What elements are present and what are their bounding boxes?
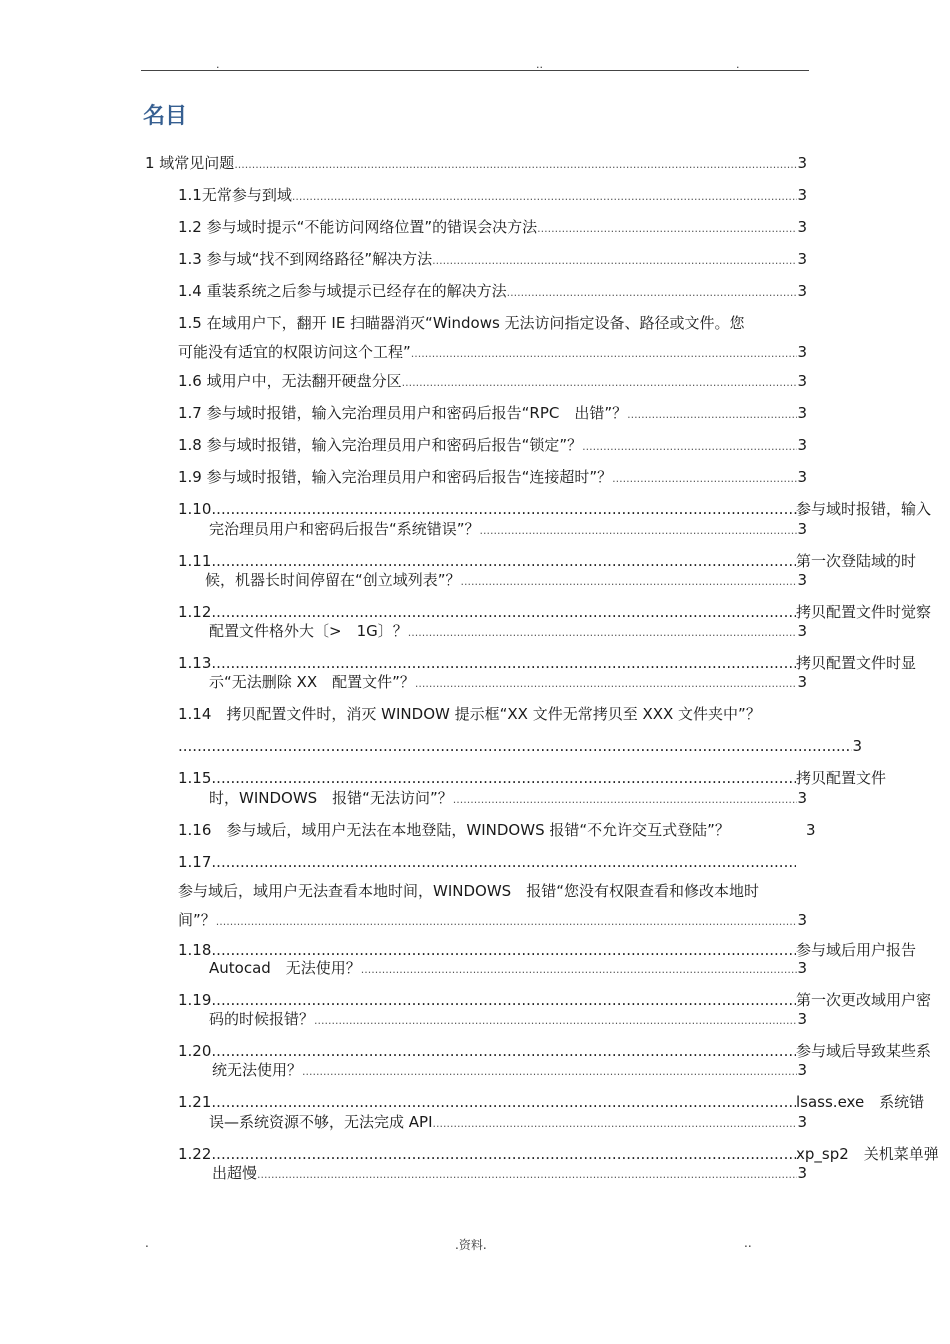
- footer-left: .: [145, 1236, 149, 1250]
- header-rule: [141, 70, 809, 71]
- toc-entry[interactable]: 1.8 参与域时报错，输入完治理员用户和密码后报告“锁定”？ ..... 3: [178, 435, 807, 455]
- toc-entry[interactable]: 完治理员用户和密码后报告“系统错误”？ ..... 3: [209, 519, 807, 539]
- toc-entry-tail: 参与域后用户报告: [796, 941, 917, 959]
- toc-entry-line[interactable]: 参与域后，域用户无法查看本地时间，WINDOWS 报错“您没有权限查看和修改本地时: [178, 882, 759, 900]
- toc-entry[interactable]: 1.1无常参与到域 ..... 3: [178, 185, 807, 205]
- toc-entry-tail: 拷贝配置文件时显: [796, 654, 917, 672]
- toc-entry[interactable]: 示“无法删除 XX 配置文件”？ ..... 3: [209, 672, 807, 692]
- toc-entry-tail: 参与域时报错，输入: [796, 500, 932, 518]
- toc-entry[interactable]: 1.13 .....: [178, 653, 796, 673]
- toc-entry[interactable]: 1.18 .....: [178, 940, 796, 960]
- toc-entry[interactable]: 1.19 .....: [178, 990, 796, 1010]
- toc-entry-line[interactable]: 1.16 参与域后，域用户无法在本地登陆，WINDOWS 报错“不允许交互式登陆”？: [178, 821, 730, 839]
- toc-entry[interactable]: 出超慢 ..... 3: [212, 1163, 807, 1183]
- toc-entry[interactable]: 1.11 .....: [178, 551, 796, 571]
- toc-entry[interactable]: 1.21 .....: [178, 1092, 796, 1112]
- toc-entry[interactable]: ..... 3: [178, 736, 862, 756]
- header-right: .: [736, 58, 740, 71]
- toc-entry-tail: xp_sp2 关机菜单弹: [796, 1145, 939, 1163]
- toc-entry-tail: 拷贝配置文件时觉察: [796, 603, 932, 621]
- toc-entry[interactable]: 1.17 .....: [178, 852, 796, 872]
- toc-entry-tail: 拷贝配置文件: [796, 769, 887, 787]
- toc-entry[interactable]: Autocad 无法使用？ ..... 3: [209, 958, 807, 978]
- toc-entry[interactable]: 配置文件格外大〔> 1G〕？ ..... 3: [209, 621, 807, 641]
- toc-entry[interactable]: 1 域常见问题 ..... 3: [145, 153, 807, 173]
- toc-entry[interactable]: 1.2 参与域时提示“不能访问网络位置”的错误会决方法 ..... 3: [178, 217, 807, 237]
- toc-entry[interactable]: 可能没有适宜的权限访问这个工程” ..... 3: [178, 342, 807, 362]
- toc-entry[interactable]: 时，WINDOWS 报错“无法访问”？ ..... 3: [209, 788, 807, 808]
- toc-entry-line[interactable]: 1.14 拷贝配置文件时，消灭 WINDOW 提示框“XX 文件无常拷贝至 XXX 文件夹中”？: [178, 705, 761, 723]
- toc-entry[interactable]: 1.6 域用户中，无法翻开硬盘分区 ..... 3: [178, 371, 807, 391]
- toc-entry[interactable]: 1.4 重装系统之后参与域提示已经存在的解决方法 ..... 3: [178, 281, 807, 301]
- toc-entry-tail: 第一次更改域用户密: [796, 991, 932, 1009]
- footer-right: ..: [744, 1236, 752, 1250]
- toc-entry[interactable]: 1.3 参与域“找不到网络路径”解决方法 ..... 3: [178, 249, 807, 269]
- toc-entry-line[interactable]: 1.5 在域用户下，翻开 IE 扫瞄器消灭“Windows 无法访问指定设备、路径或文件。您: [178, 314, 745, 332]
- toc-entry[interactable]: 误—系统资源不够，无法完成 API ..... 3: [209, 1112, 807, 1132]
- toc-entry[interactable]: 1.15 .....: [178, 768, 796, 788]
- toc-entry[interactable]: 1.22 .....: [178, 1144, 796, 1164]
- toc-entry[interactable]: 统无法使用？ ..... 3: [212, 1060, 807, 1080]
- toc-entry-tail: 第一次登陆域的时: [796, 552, 917, 570]
- page-title: 名目: [143, 104, 188, 129]
- toc-entry[interactable]: 1.10 .....: [178, 499, 807, 519]
- toc-entry[interactable]: 1.20 .....: [178, 1041, 796, 1061]
- toc-entry[interactable]: 1.12 .....: [178, 602, 796, 622]
- header-center: ..: [536, 58, 543, 71]
- footer-center: .资料.: [455, 1238, 487, 1252]
- header-left: .: [216, 58, 220, 71]
- toc-entry[interactable]: 码的时候报错？ ..... 3: [209, 1009, 807, 1029]
- toc-entry-tail: lsass.exe 系统错: [796, 1093, 925, 1111]
- toc-entry[interactable]: 1.7 参与域时报错，输入完治理员用户和密码后报告“RPC 出错”？ ..... 3: [178, 403, 807, 423]
- toc-entry-tail: 参与域后导致某些系: [796, 1042, 932, 1060]
- toc-entry[interactable]: 间”？ ..... 3: [178, 910, 807, 930]
- toc-entry-page: 3: [806, 821, 816, 839]
- toc-entry[interactable]: 1.9 参与域时报错，输入完治理员用户和密码后报告“连接超时”？ ..... 3: [178, 467, 807, 487]
- toc-entry[interactable]: 候，机器长时间停留在“创立域列表”？ ..... 3: [205, 570, 807, 590]
